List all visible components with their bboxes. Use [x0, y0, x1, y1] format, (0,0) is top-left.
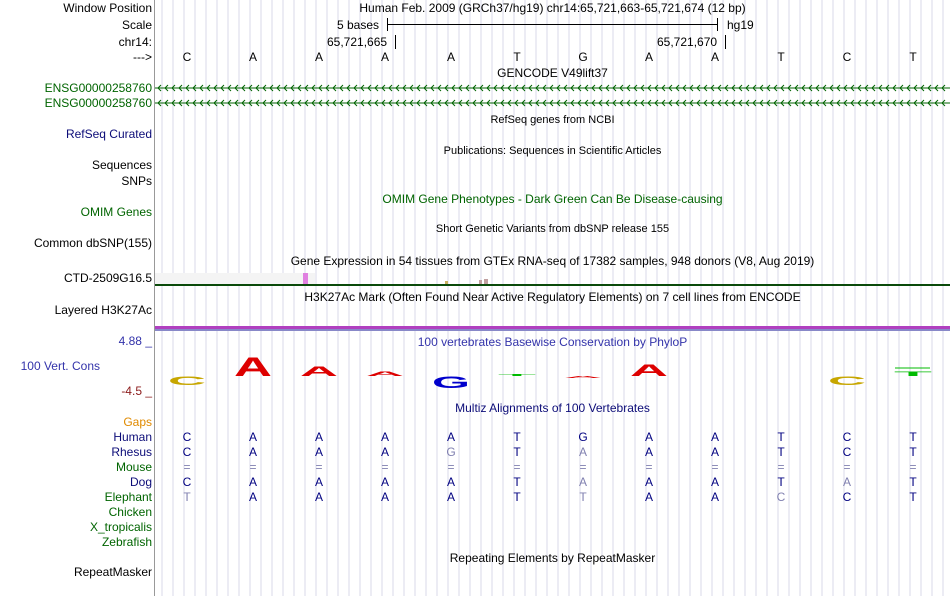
- gtex-baseline: [155, 284, 950, 286]
- refseq-track-title: RefSeq genes from NCBI: [490, 114, 615, 126]
- alignment-base: T: [909, 475, 917, 489]
- repeatmasker-label[interactable]: RepeatMasker: [73, 565, 152, 579]
- conservation-logo-letter: G: [432, 373, 470, 393]
- publications-track-title: Publications: Sequences in Scientific Articles: [443, 145, 662, 157]
- conservation-logo-letter: C: [168, 373, 206, 388]
- species-elephant-label[interactable]: Elephant: [104, 490, 152, 504]
- sequence-base: A: [380, 50, 389, 64]
- alignment-base: A: [710, 445, 719, 459]
- scale-label: Scale: [121, 18, 152, 32]
- scale-bar-right-tick: [717, 18, 718, 31]
- alignment-base: A: [644, 445, 653, 459]
- alignment-base: A: [644, 430, 653, 444]
- alignment-base: =: [513, 460, 521, 474]
- sequence-base: T: [513, 50, 521, 64]
- alignment-base: C: [776, 490, 786, 504]
- species-mouse-label[interactable]: Mouse: [115, 460, 152, 474]
- alignment-base: A: [248, 445, 257, 459]
- alignment-base: A: [446, 430, 455, 444]
- alignment-base: =: [711, 460, 719, 474]
- gencode-track-title: GENCODE V49lift37: [497, 66, 608, 80]
- alignment-base: T: [513, 490, 521, 504]
- omim-track-title: OMIM Gene Phenotypes - Dark Green Can Be Disease-causing: [382, 192, 723, 206]
- alignment-base: T: [909, 490, 917, 504]
- sequence-base: A: [248, 50, 257, 64]
- phylop-max-label: 4.88 _: [118, 334, 152, 348]
- alignment-base: T: [579, 490, 587, 504]
- repeatmasker-track-title: Repeating Elements by RepeatMasker: [449, 551, 656, 565]
- alignment-base: =: [645, 460, 653, 474]
- scale-bar-db: hg19: [727, 18, 754, 32]
- conservation-logo-letter: A: [234, 352, 272, 383]
- alignment-base: A: [578, 445, 587, 459]
- species-dog-label[interactable]: Dog: [129, 475, 152, 489]
- phylop-track-label[interactable]: 100 Vert. Cons: [20, 359, 100, 373]
- gtex-bar: [484, 279, 488, 284]
- alignment-base: A: [446, 490, 455, 504]
- alignment-base: A: [380, 445, 389, 459]
- species-zebrafish-label[interactable]: Zebrafish: [101, 535, 152, 549]
- alignment-base: T: [513, 445, 521, 459]
- alignment-base: A: [314, 430, 323, 444]
- alignment-base: A: [710, 490, 719, 504]
- scale-bar-line: [387, 24, 717, 25]
- sequence-base: G: [578, 50, 588, 64]
- h3k27ac-signal-band: [155, 329, 950, 331]
- alignment-base: C: [182, 445, 192, 459]
- alignment-base: G: [446, 445, 456, 459]
- sequence-base: T: [777, 50, 785, 64]
- species-xtropicalis-label[interactable]: X_tropicalis: [89, 520, 152, 534]
- alignment-base: A: [314, 475, 323, 489]
- alignment-base: T: [183, 490, 191, 504]
- phylop-min-label: -4.5 _: [121, 384, 152, 398]
- publications-sequences-label[interactable]: Sequences: [91, 158, 152, 172]
- gtex-background-band: [155, 273, 315, 284]
- alignment-base: A: [248, 430, 257, 444]
- gtex-bar: [303, 273, 308, 284]
- gencode-item-label-2[interactable]: ENSG00000258760: [44, 96, 152, 110]
- conservation-logo-letter: C: [828, 373, 866, 388]
- sequence-base: C: [842, 50, 852, 64]
- alignment-base: A: [314, 445, 323, 459]
- alignment-base: A: [644, 475, 653, 489]
- alignment-base: A: [314, 490, 323, 504]
- sequence-base: A: [314, 50, 323, 64]
- alignment-base: A: [248, 475, 257, 489]
- alignment-base: =: [447, 460, 455, 474]
- alignment-base: C: [182, 475, 192, 489]
- alignment-base: A: [578, 475, 587, 489]
- alignment-base: C: [842, 490, 852, 504]
- assembly-position-text: Human Feb. 2009 (GRCh37/hg19) chr14:65,721,663-65,721,674 (12 bp): [359, 1, 746, 15]
- sequence-base: A: [446, 50, 455, 64]
- publications-snps-label[interactable]: SNPs: [121, 174, 152, 188]
- alignment-base: A: [380, 475, 389, 489]
- dbsnp-track-title: Short Genetic Variants from dbSNP release 155: [435, 223, 670, 235]
- alignment-base: C: [842, 445, 852, 459]
- alignment-base: A: [710, 475, 719, 489]
- alignment-base: A: [710, 430, 719, 444]
- sequence-base: C: [182, 50, 192, 64]
- alignment-base: A: [842, 475, 851, 489]
- alignment-base: T: [513, 475, 521, 489]
- alignment-base: =: [183, 460, 191, 474]
- alignment-base: A: [644, 490, 653, 504]
- alignment-base: T: [777, 445, 785, 459]
- gencode-gene-features[interactable]: [155, 82, 950, 110]
- coordinate-tick-label: 65,721,665: [327, 35, 388, 49]
- omim-genes-label[interactable]: OMIM Genes: [80, 205, 152, 219]
- scale-bar-text: 5 bases: [337, 18, 380, 32]
- strand-arrow-label[interactable]: --->: [133, 50, 152, 64]
- alignment-base: A: [248, 490, 257, 504]
- refseq-curated-label[interactable]: RefSeq Curated: [65, 127, 152, 141]
- gtex-bar: [445, 281, 448, 284]
- alignment-base: =: [909, 460, 917, 474]
- conservation-logo-letter: T: [498, 373, 536, 377]
- conservation-logo-letter: A: [366, 369, 405, 378]
- alignment-base: A: [380, 490, 389, 504]
- coordinate-tick-mark: [395, 35, 396, 49]
- alignment-base: T: [909, 430, 917, 444]
- browser-track-image[interactable]: [155, 0, 950, 596]
- multiz-track-title: Multiz Alignments of 100 Vertebrates: [455, 401, 650, 415]
- phylop-track-title: 100 vertebrates Basewise Conservation by PhyloP: [417, 335, 688, 349]
- alignment-base: =: [381, 460, 389, 474]
- sequence-base: T: [909, 50, 917, 64]
- track-label-sidebar: [0, 0, 154, 596]
- species-chicken-label[interactable]: Chicken: [108, 505, 152, 519]
- window-position-label: Window Position: [63, 1, 152, 15]
- gtex-track-title: Gene Expression in 54 tissues from GTEx RNA-seq of 17382 samples, 948 donors (V8, Aug 2019): [290, 254, 815, 268]
- species-human-label[interactable]: Human: [113, 430, 152, 444]
- alignment-base: C: [182, 430, 192, 444]
- conservation-logo-letter: A: [564, 375, 602, 379]
- conservation-logo-letter: A: [630, 361, 668, 381]
- gtex-gene-label[interactable]: CTD-2509G16.5: [63, 271, 152, 285]
- coordinate-tick-mark: [725, 35, 726, 49]
- sequence-base: A: [644, 50, 653, 64]
- gtex-bar: [479, 280, 482, 284]
- gtex-expression-bars[interactable]: [155, 270, 950, 288]
- alignment-base: C: [842, 430, 852, 444]
- phylop-conservation-logo[interactable]: [155, 350, 950, 400]
- conservation-logo-letter: T: [893, 369, 935, 378]
- chrom-label: chr14:: [118, 35, 152, 49]
- alignment-base: T: [909, 445, 917, 459]
- alignment-base: T: [777, 475, 785, 489]
- h3k27ac-signal-band: [155, 326, 950, 329]
- h3k27ac-label[interactable]: Layered H3K27Ac: [54, 303, 152, 317]
- coordinate-tick-label: 65,721,670: [657, 35, 718, 49]
- h3k27ac-signal[interactable]: [155, 326, 950, 334]
- alignment-base: =: [315, 460, 323, 474]
- alignment-base: =: [843, 460, 851, 474]
- conservation-logo-letter: A: [300, 363, 339, 379]
- alignment-base: T: [513, 430, 521, 444]
- alignment-base: G: [578, 430, 588, 444]
- scale-bar-left-tick: [387, 18, 388, 31]
- h3k27ac-track-title: H3K27Ac Mark (Often Found Near Active Regulatory Elements) on 7 cell lines from ENCODE: [304, 290, 801, 304]
- alignment-base: =: [777, 460, 785, 474]
- alignment-base: =: [249, 460, 257, 474]
- alignment-base: =: [579, 460, 587, 474]
- species-rhesus-label[interactable]: Rhesus: [111, 445, 152, 459]
- dbsnp-label[interactable]: Common dbSNP(155): [33, 236, 152, 250]
- gaps-label[interactable]: Gaps: [123, 415, 152, 429]
- gencode-item-label-1[interactable]: ENSG00000258760: [44, 81, 152, 95]
- alignment-base: T: [777, 430, 785, 444]
- alignment-base: A: [446, 475, 455, 489]
- sequence-base: A: [710, 50, 719, 64]
- alignment-base: A: [380, 430, 389, 444]
